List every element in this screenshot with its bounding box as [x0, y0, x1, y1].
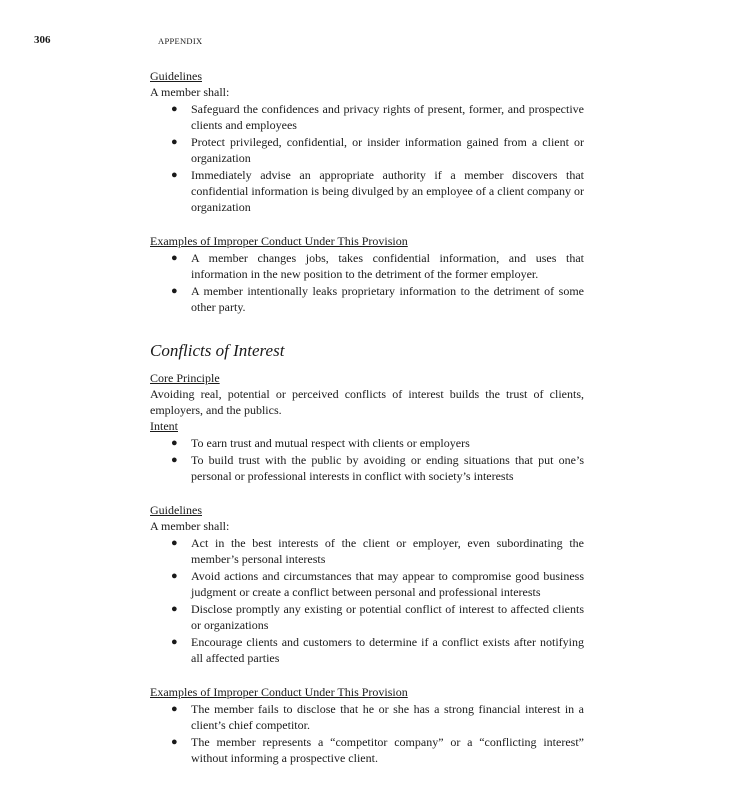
- bullet-icon: ●: [171, 285, 178, 297]
- examples-heading: Examples of Improper Conduct Under This Provision: [150, 234, 408, 248]
- bullet-icon: ●: [171, 454, 178, 466]
- conflict-examples-heading: Examples of Improper Conduct Under This Provision: [150, 685, 408, 699]
- conflict-examples-list: [150, 701, 584, 766]
- list-item: ● The member represents a “competitor company” or a “conflicting interest” without informing a prospective client.: [171, 735, 584, 765]
- running-head: APPENDIX: [158, 36, 203, 46]
- conflict-guidelines-heading: Guidelines: [150, 503, 202, 517]
- bullet-icon: ●: [171, 736, 178, 748]
- bullet-icon: ●: [171, 570, 178, 582]
- list-item: ● Protect privileged, confidential, or insider information gained from a client or organization: [171, 135, 584, 165]
- list-item: ● To earn trust and mutual respect with clients or employers: [171, 436, 470, 450]
- conflict-guidelines-intro: A member shall:: [150, 519, 230, 533]
- conflict-guidelines-list: [150, 535, 584, 666]
- list-item: ● Act in the best interests of the client or employer, even subordinating the member’s personal interests: [171, 536, 584, 566]
- bullet-icon: ●: [171, 437, 178, 449]
- core-principle-heading: Core Principle: [150, 371, 220, 385]
- bullet-icon: ●: [171, 703, 178, 715]
- list-item: ● Safeguard the confidences and privacy rights of present, former, and prospective clients and employees: [171, 102, 584, 132]
- bullet-icon: ●: [171, 103, 178, 115]
- guidelines-list: [150, 101, 584, 215]
- bullet-icon: ●: [171, 537, 178, 549]
- core-principle-text: Avoiding real, potential or perceived conflicts of interest builds the trust of clients, employers, and the publics.: [150, 387, 584, 417]
- guidelines-heading: Guidelines: [150, 69, 202, 83]
- list-item: ● Immediately advise an appropriate authority if a member discovers that confidential information is being divulged by an employee of a client company or organization: [171, 168, 584, 214]
- list-item: ● The member fails to disclose that he or she has a strong financial interest in a client’s chief competitor.: [171, 702, 584, 732]
- list-item: ● Avoid actions and circumstances that may appear to compromise good business judgment or create a conflict between personal and professional interests: [171, 569, 584, 599]
- list-item: ● A member intentionally leaks proprietary information to the detriment of some other party.: [171, 284, 584, 314]
- page-content: [150, 68, 584, 766]
- bullet-icon: ●: [171, 136, 178, 148]
- bullet-icon: ●: [171, 169, 178, 181]
- page-number: 306: [34, 34, 51, 46]
- intent-heading: Intent: [150, 419, 178, 433]
- list-item: ● To build trust with the public by avoiding or ending situations that put one’s personal or professional interests in conflict with society’s interests: [171, 453, 584, 483]
- section-title: Conflicts of Interest: [150, 341, 285, 360]
- bullet-icon: ●: [171, 636, 178, 648]
- list-item: ● A member changes jobs, takes confidential information, and uses that information in the new position to the detriment of the former employer.: [171, 251, 584, 281]
- list-item: ● Encourage clients and customers to determine if a conflict exists after notifying all affected parties: [171, 635, 584, 665]
- guidelines-intro: A member shall:: [150, 85, 230, 99]
- bullet-icon: ●: [171, 603, 178, 615]
- bullet-icon: ●: [171, 252, 178, 264]
- intent-list: [150, 435, 584, 484]
- examples-list: [150, 250, 584, 315]
- list-item: ● Disclose promptly any existing or potential conflict of interest to affected clients or organizations: [171, 602, 584, 632]
